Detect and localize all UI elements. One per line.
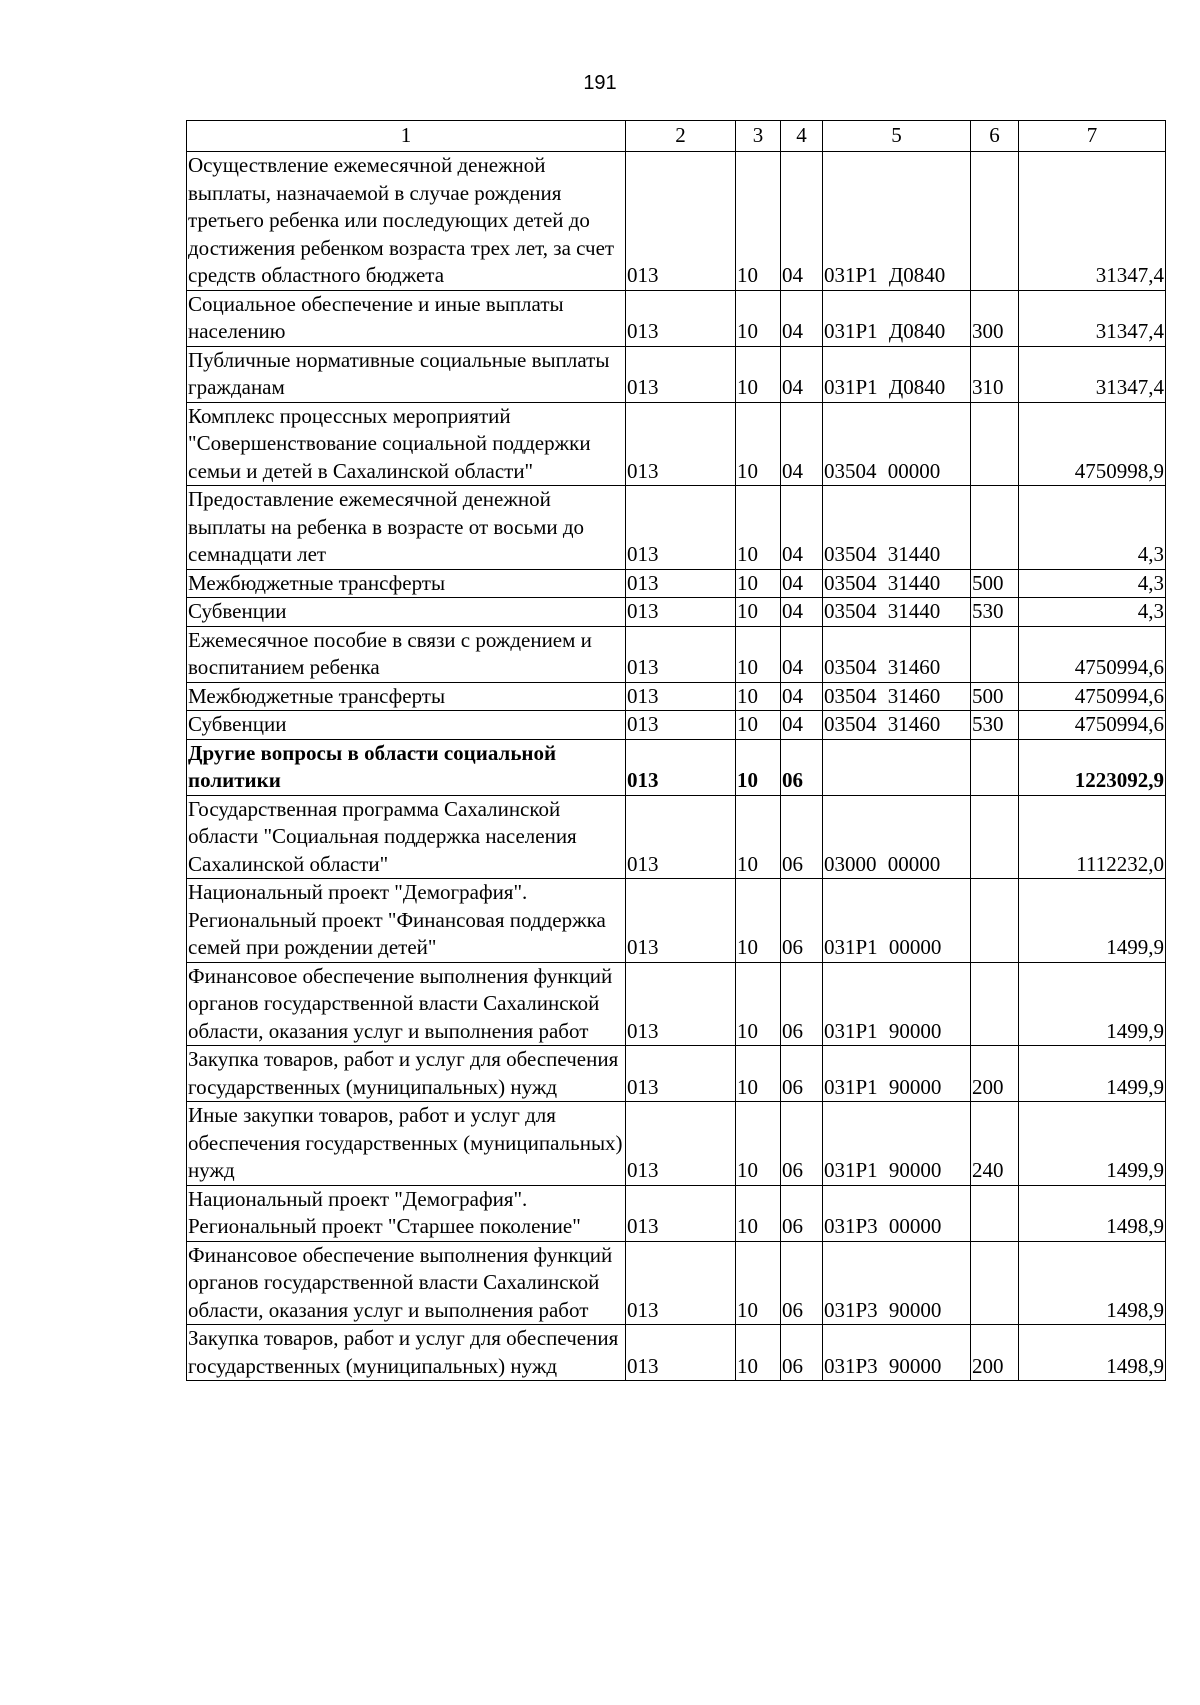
admin-code-cell: 013 bbox=[626, 1185, 736, 1241]
section-cell: 10 bbox=[736, 290, 781, 346]
row-name-cell: Государственная программа Сахалинской области "Социальная поддержка населения Сахалинской области" bbox=[187, 795, 626, 879]
section-cell: 10 bbox=[736, 1185, 781, 1241]
target-article-cell: 031Р3 00000 bbox=[823, 1185, 971, 1241]
amount-cell: 31347,4 bbox=[1019, 290, 1166, 346]
column-header: 2 bbox=[626, 121, 736, 152]
target-article-cell: 031Р1 90000 bbox=[823, 962, 971, 1046]
section-cell: 10 bbox=[736, 1325, 781, 1381]
section-cell: 10 bbox=[736, 486, 781, 570]
target-article-cell bbox=[823, 739, 971, 795]
row-name-cell: Межбюджетные трансферты bbox=[187, 569, 626, 598]
target-article-cell: 03000 00000 bbox=[823, 795, 971, 879]
expense-type-cell: 500 bbox=[971, 569, 1019, 598]
section-cell: 10 bbox=[736, 711, 781, 740]
target-article-cell: 031Р3 90000 bbox=[823, 1241, 971, 1325]
table-row bbox=[187, 682, 1166, 711]
admin-code-cell: 013 bbox=[626, 290, 736, 346]
subsection-cell: 04 bbox=[781, 346, 823, 402]
subsection-cell: 04 bbox=[781, 711, 823, 740]
table-row bbox=[187, 626, 1166, 682]
admin-code-cell: 013 bbox=[626, 711, 736, 740]
section-cell: 10 bbox=[736, 1046, 781, 1102]
table-row bbox=[187, 962, 1166, 1046]
section-cell: 10 bbox=[736, 152, 781, 291]
expense-type-cell bbox=[971, 962, 1019, 1046]
expense-type-cell: 240 bbox=[971, 1102, 1019, 1186]
column-header: 3 bbox=[736, 121, 781, 152]
amount-cell: 4750994,6 bbox=[1019, 626, 1166, 682]
expense-type-cell: 310 bbox=[971, 346, 1019, 402]
row-name-cell: Национальный проект "Демография". Региональный проект "Старшее поколение" bbox=[187, 1185, 626, 1241]
column-header: 6 bbox=[971, 121, 1019, 152]
target-article-cell: 031Р1 Д0840 bbox=[823, 152, 971, 291]
amount-cell: 31347,4 bbox=[1019, 346, 1166, 402]
admin-code-cell: 013 bbox=[626, 569, 736, 598]
amount-cell: 4750998,9 bbox=[1019, 402, 1166, 486]
column-header: 4 bbox=[781, 121, 823, 152]
admin-code-cell: 013 bbox=[626, 598, 736, 627]
amount-cell: 1112232,0 bbox=[1019, 795, 1166, 879]
page-number: 191 bbox=[583, 72, 617, 94]
admin-code-cell: 013 bbox=[626, 1046, 736, 1102]
row-name-cell: Социальное обеспечение и иные выплаты населению bbox=[187, 290, 626, 346]
subsection-cell: 04 bbox=[781, 152, 823, 291]
subsection-cell: 06 bbox=[781, 1102, 823, 1186]
expense-type-cell bbox=[971, 795, 1019, 879]
section-cell: 10 bbox=[736, 962, 781, 1046]
row-name-cell: Предоставление ежемесячной денежной выплаты на ребенка в возрасте от восьми до семнадцати лет bbox=[187, 486, 626, 570]
section-cell: 10 bbox=[736, 682, 781, 711]
expense-type-cell: 200 bbox=[971, 1325, 1019, 1381]
table-row bbox=[187, 1241, 1166, 1325]
table-row bbox=[187, 569, 1166, 598]
table-row bbox=[187, 346, 1166, 402]
subsection-cell: 04 bbox=[781, 569, 823, 598]
row-name-cell: Межбюджетные трансферты bbox=[187, 682, 626, 711]
expense-type-cell bbox=[971, 152, 1019, 291]
expense-type-cell bbox=[971, 739, 1019, 795]
row-name-cell: Закупка товаров, работ и услуг для обеспечения государственных (муниципальных) нужд bbox=[187, 1325, 626, 1381]
target-article-cell: 03504 00000 bbox=[823, 402, 971, 486]
subsection-cell: 06 bbox=[781, 1325, 823, 1381]
section-cell: 10 bbox=[736, 1102, 781, 1186]
admin-code-cell: 013 bbox=[626, 152, 736, 291]
amount-cell: 4,3 bbox=[1019, 486, 1166, 570]
admin-code-cell: 013 bbox=[626, 626, 736, 682]
header-row bbox=[187, 121, 1166, 152]
expense-type-cell: 300 bbox=[971, 290, 1019, 346]
column-header: 5 bbox=[823, 121, 971, 152]
admin-code-cell: 013 bbox=[626, 346, 736, 402]
expense-type-cell: 530 bbox=[971, 711, 1019, 740]
target-article-cell: 03504 31460 bbox=[823, 626, 971, 682]
target-article-cell: 03504 31440 bbox=[823, 598, 971, 627]
table-row bbox=[187, 739, 1166, 795]
admin-code-cell: 013 bbox=[626, 795, 736, 879]
table-row bbox=[187, 402, 1166, 486]
subsection-cell: 06 bbox=[781, 1185, 823, 1241]
target-article-cell: 03504 31460 bbox=[823, 711, 971, 740]
amount-cell: 1498,9 bbox=[1019, 1325, 1166, 1381]
row-name-cell: Субвенции bbox=[187, 711, 626, 740]
expense-type-cell bbox=[971, 879, 1019, 963]
section-cell: 10 bbox=[736, 569, 781, 598]
target-article-cell: 031Р1 00000 bbox=[823, 879, 971, 963]
subsection-cell: 04 bbox=[781, 290, 823, 346]
amount-cell: 4,3 bbox=[1019, 598, 1166, 627]
section-cell: 10 bbox=[736, 1241, 781, 1325]
table-body bbox=[187, 152, 1166, 1381]
admin-code-cell: 013 bbox=[626, 402, 736, 486]
table-row bbox=[187, 1046, 1166, 1102]
amount-cell: 1498,9 bbox=[1019, 1185, 1166, 1241]
section-cell: 10 bbox=[736, 795, 781, 879]
admin-code-cell: 013 bbox=[626, 879, 736, 963]
subsection-cell: 06 bbox=[781, 1241, 823, 1325]
subsection-cell: 06 bbox=[781, 962, 823, 1046]
subsection-cell: 06 bbox=[781, 739, 823, 795]
admin-code-cell: 013 bbox=[626, 739, 736, 795]
row-name-cell: Осуществление ежемесячной денежной выплаты, назначаемой в случае рождения третьего ребенка или последующих детей до достижения ребенком возраста трех лет, за счет средств областного бюджета bbox=[187, 152, 626, 291]
subsection-cell: 04 bbox=[781, 486, 823, 570]
amount-cell: 1498,9 bbox=[1019, 1241, 1166, 1325]
table-row bbox=[187, 1185, 1166, 1241]
table-row bbox=[187, 598, 1166, 627]
target-article-cell: 031Р1 90000 bbox=[823, 1046, 971, 1102]
admin-code-cell: 013 bbox=[626, 486, 736, 570]
column-header: 7 bbox=[1019, 121, 1166, 152]
row-name-cell: Национальный проект "Демография". Региональный проект "Финансовая поддержка семей при рождении детей" bbox=[187, 879, 626, 963]
subsection-cell: 04 bbox=[781, 626, 823, 682]
amount-cell: 1499,9 bbox=[1019, 1102, 1166, 1186]
expense-type-cell: 530 bbox=[971, 598, 1019, 627]
amount-cell: 4750994,6 bbox=[1019, 682, 1166, 711]
expense-type-cell bbox=[971, 486, 1019, 570]
row-name-cell: Закупка товаров, работ и услуг для обеспечения государственных (муниципальных) нужд bbox=[187, 1046, 626, 1102]
target-article-cell: 03504 31440 bbox=[823, 486, 971, 570]
section-cell: 10 bbox=[736, 402, 781, 486]
admin-code-cell: 013 bbox=[626, 1325, 736, 1381]
row-name-cell: Финансовое обеспечение выполнения функций органов государственной власти Сахалинской области, оказания услуг и выполнения работ bbox=[187, 962, 626, 1046]
amount-cell: 31347,4 bbox=[1019, 152, 1166, 291]
section-cell: 10 bbox=[736, 346, 781, 402]
target-article-cell: 031Р1 Д0840 bbox=[823, 290, 971, 346]
row-name-cell: Субвенции bbox=[187, 598, 626, 627]
table-row bbox=[187, 711, 1166, 740]
amount-cell: 1223092,9 bbox=[1019, 739, 1166, 795]
target-article-cell: 031Р3 90000 bbox=[823, 1325, 971, 1381]
expense-type-cell bbox=[971, 626, 1019, 682]
section-cell: 10 bbox=[736, 879, 781, 963]
amount-cell: 4,3 bbox=[1019, 569, 1166, 598]
target-article-cell: 03504 31460 bbox=[823, 682, 971, 711]
expense-type-cell: 500 bbox=[971, 682, 1019, 711]
amount-cell: 4750994,6 bbox=[1019, 711, 1166, 740]
subsection-cell: 06 bbox=[781, 879, 823, 963]
row-name-cell: Ежемесячное пособие в связи с рождением и воспитанием ребенка bbox=[187, 626, 626, 682]
target-article-cell: 031Р1 Д0840 bbox=[823, 346, 971, 402]
table-row bbox=[187, 290, 1166, 346]
column-header: 1 bbox=[187, 121, 626, 152]
expense-type-cell: 200 bbox=[971, 1046, 1019, 1102]
section-cell: 10 bbox=[736, 739, 781, 795]
subsection-cell: 06 bbox=[781, 795, 823, 879]
admin-code-cell: 013 bbox=[626, 1241, 736, 1325]
expense-type-cell bbox=[971, 402, 1019, 486]
row-name-cell: Публичные нормативные социальные выплаты гражданам bbox=[187, 346, 626, 402]
row-name-cell: Финансовое обеспечение выполнения функций органов государственной власти Сахалинской области, оказания услуг и выполнения работ bbox=[187, 1241, 626, 1325]
subsection-cell: 04 bbox=[781, 598, 823, 627]
table-row bbox=[187, 795, 1166, 879]
row-name-cell: Иные закупки товаров, работ и услуг для обеспечения государственных (муниципальных) нужд bbox=[187, 1102, 626, 1186]
target-article-cell: 031Р1 90000 bbox=[823, 1102, 971, 1186]
expense-type-cell bbox=[971, 1241, 1019, 1325]
subsection-cell: 04 bbox=[781, 682, 823, 711]
budget-table bbox=[186, 120, 1166, 1381]
target-article-cell: 03504 31440 bbox=[823, 569, 971, 598]
amount-cell: 1499,9 bbox=[1019, 879, 1166, 963]
row-name-cell: Другие вопросы в области социальной политики bbox=[187, 739, 626, 795]
amount-cell: 1499,9 bbox=[1019, 962, 1166, 1046]
expense-type-cell bbox=[971, 1185, 1019, 1241]
table-row bbox=[187, 152, 1166, 291]
table-row bbox=[187, 1325, 1166, 1381]
admin-code-cell: 013 bbox=[626, 962, 736, 1046]
subsection-cell: 06 bbox=[781, 1046, 823, 1102]
table-row bbox=[187, 1102, 1166, 1186]
subsection-cell: 04 bbox=[781, 402, 823, 486]
section-cell: 10 bbox=[736, 626, 781, 682]
row-name-cell: Комплекс процессных мероприятий "Совершенствование социальной поддержки семьи и детей в Сахалинской области" bbox=[187, 402, 626, 486]
amount-cell: 1499,9 bbox=[1019, 1046, 1166, 1102]
section-cell: 10 bbox=[736, 598, 781, 627]
table-row bbox=[187, 879, 1166, 963]
table-row bbox=[187, 486, 1166, 570]
admin-code-cell: 013 bbox=[626, 1102, 736, 1186]
admin-code-cell: 013 bbox=[626, 682, 736, 711]
